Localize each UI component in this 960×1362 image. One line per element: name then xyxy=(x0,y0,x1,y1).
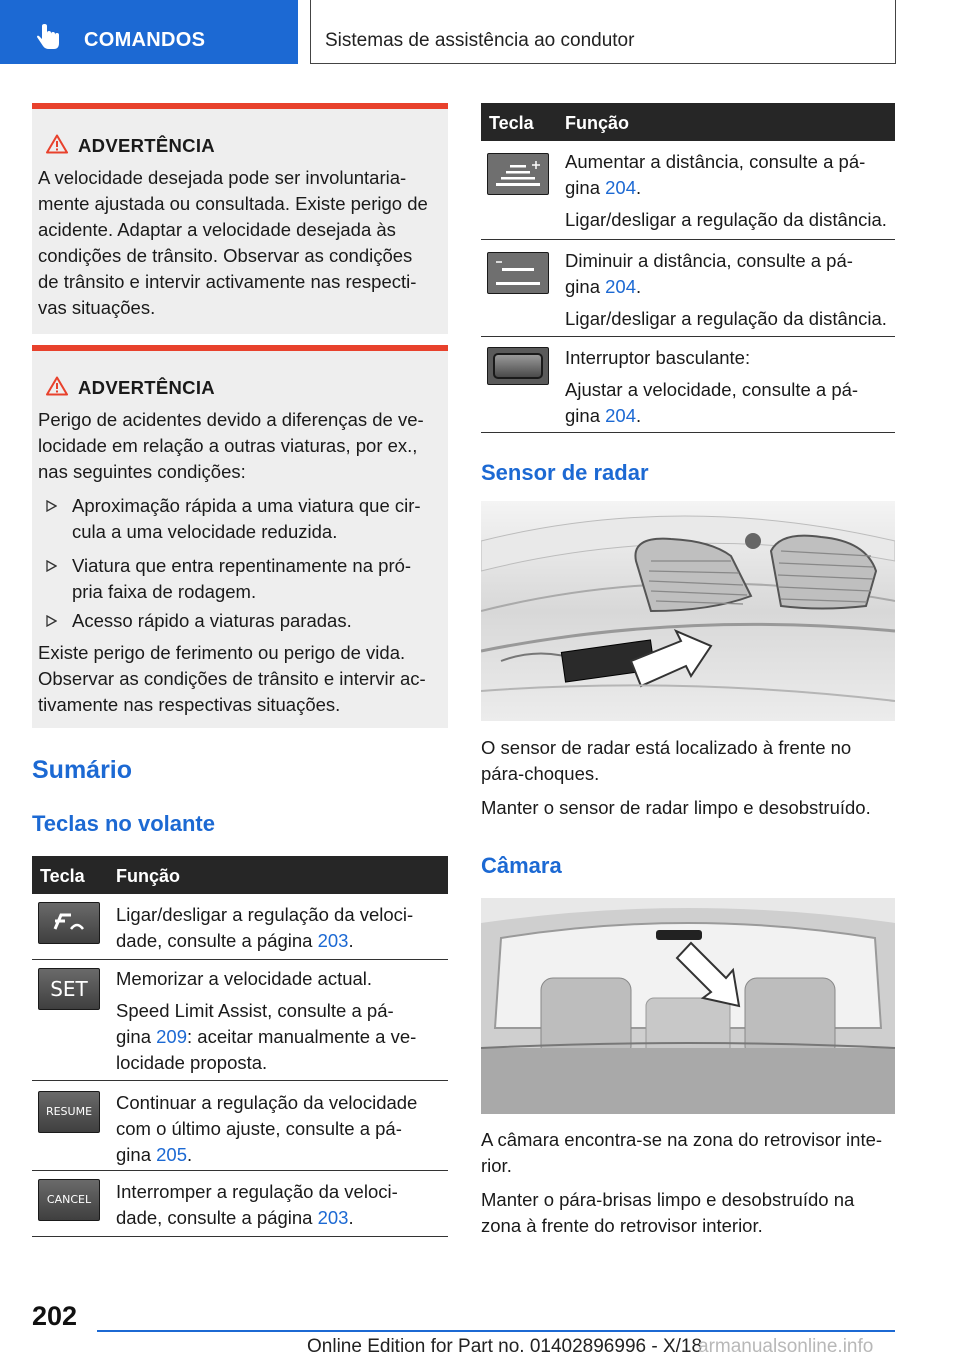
rocker-switch-icon xyxy=(487,347,549,385)
page-link[interactable]: 209 xyxy=(156,1026,187,1047)
radar-sensor-heading: Sensor de radar xyxy=(481,460,649,485)
warning-title: ADVERTÊNCIA xyxy=(78,135,215,156)
camera-heading: Câmara xyxy=(481,853,562,878)
warning-triangle-icon xyxy=(46,134,68,154)
steering-table-header xyxy=(32,856,448,894)
chapter-title: Sistemas de assistência ao condutor xyxy=(325,30,635,51)
col-key-header: Tecla xyxy=(489,113,534,133)
section-tab-label: COMANDOS xyxy=(84,29,206,51)
col-function-header: Função xyxy=(565,113,630,133)
page-link[interactable]: 205 xyxy=(156,1144,187,1165)
distance-control-icon xyxy=(38,902,100,944)
page-link[interactable]: 204 xyxy=(605,276,636,297)
page-number: 202 xyxy=(32,1301,78,1331)
warning-title: ADVERTÊNCIA xyxy=(78,377,215,398)
bullet-triangle-icon xyxy=(46,560,57,572)
hand-pointer-icon xyxy=(36,24,62,50)
table-row: CANCEL Interromper a regulação da veloci- dade, consulte a página 203. xyxy=(32,1171,448,1237)
camera-description: A câmara encontra-se na zona do retrovisor inte- rior. Manter o pára-brisas limpo e desobstruído na zona à frente do retrovisor interior. xyxy=(481,1129,883,1236)
page-link[interactable]: 204 xyxy=(605,405,636,426)
radar-description: O sensor de radar está localizado à frente no pára-choques. Manter o sensor de radar limpo e desobstruído. xyxy=(481,737,871,818)
watermark: armanualsonline.info xyxy=(698,1336,874,1357)
distance-table-header xyxy=(481,103,895,141)
footer-edition: Online Edition for Part no. 01402896996 - X/18 xyxy=(307,1336,703,1357)
table-row: Aumentar a distância, consulte a pá- gina 204. Ligar/desligar a regulação da distância. xyxy=(481,141,895,240)
table-row: Diminuir a distância, consulte a pá- gina 204. Ligar/desligar a regulação da distância. xyxy=(481,240,895,337)
distance-decrease-icon xyxy=(487,252,549,294)
warning-intro: Perigo de acidentes devido a diferenças de ve- locidade em relação a outras viaturas, por ex., nas seguintes condições: xyxy=(38,409,424,482)
bullet-triangle-icon xyxy=(46,615,57,627)
warning-box-2: ADVERTÊNCIA Perigo de acidentes devido a diferenças de ve- locidade em relação a outras viaturas, por ex., nas seguintes condições: Aproximação rápida a uma viatura que cir- cula a uma velocidade reduzida. Viatura que entra repentinamente na pró- pria faixa de rodagem. Acesso rápido a viaturas paradas. Existe perigo de ferimento ou perigo de vida. Observar as condições de trânsito e intervir ac- tivamente nas respectivas situações. xyxy=(32,345,448,728)
warning-outro: Existe perigo de ferimento ou perigo de vida. Observar as condições de trânsito e intervir ac- tivamente nas respectivas situações. xyxy=(38,642,426,715)
col-function-header: Função xyxy=(116,866,181,886)
camera-image xyxy=(481,898,895,1114)
radar-sensor-image xyxy=(481,501,895,721)
resume-key-icon: RESUME xyxy=(38,1091,100,1133)
col-key-header: Tecla xyxy=(40,866,85,886)
summary-heading: Sumário xyxy=(32,756,133,784)
table-row: Interruptor basculante: Ajustar a velocidade, consulte a pá- gina 204. xyxy=(481,337,895,433)
warning-text: A velocidade desejada pode ser involuntaria- mente ajustada ou consultada. Existe perigo de acidente. Adaptar a velocidade desejada às condições de trânsito. Observar as condições de trânsito e intervir activamente nas respecti- vas situações. xyxy=(38,167,428,318)
cancel-key-icon: CANCEL xyxy=(38,1179,100,1221)
table-row: SET Memorizar a velocidade actual. Speed Limit Assist, consulte a pá- gina 209: aceitar manualmente a ve- locidade proposta. xyxy=(32,960,448,1081)
section-tab[interactable] xyxy=(0,0,298,64)
table-row: Ligar/desligar a regulação da veloci- dade, consulte a página 203. xyxy=(32,894,448,960)
page-link[interactable]: 203 xyxy=(317,930,349,951)
distance-increase-icon xyxy=(487,153,549,195)
warning-triangle-icon xyxy=(46,376,68,396)
footer-divider xyxy=(97,1330,895,1332)
table-row: RESUME Continuar a regulação da velocidade com o último ajuste, consulte a pá- gina 205. xyxy=(32,1081,448,1171)
page-link[interactable]: 203 xyxy=(317,1207,349,1228)
bullet-triangle-icon xyxy=(46,500,57,512)
steering-keys-heading: Teclas no volante xyxy=(32,811,215,836)
warning-box-1 xyxy=(32,103,448,334)
chapter-header xyxy=(310,0,896,64)
page-link[interactable]: 204 xyxy=(605,177,636,198)
set-key-icon: SET xyxy=(38,968,100,1010)
